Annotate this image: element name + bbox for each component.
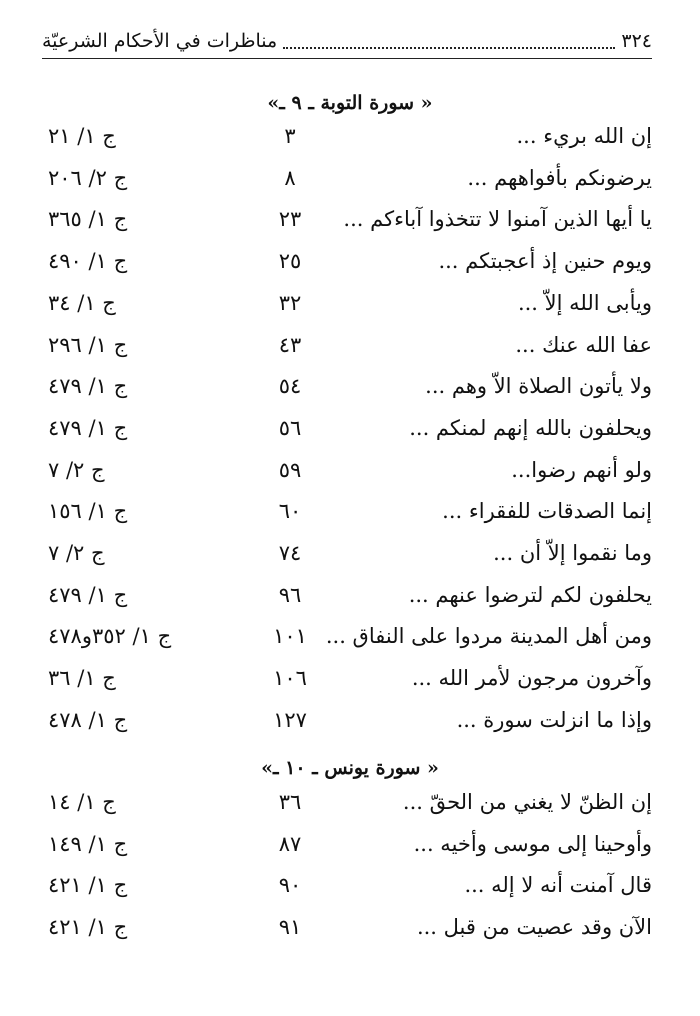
verse-number: ٥٩ xyxy=(278,457,302,482)
surah-heading: « سورة يونس ـ ١٠ ـ» xyxy=(261,757,439,779)
page-header xyxy=(42,26,652,56)
verse-number: ٣٢ xyxy=(278,290,302,315)
index-row xyxy=(0,708,700,744)
verse-excerpt: عفا الله عنك ... xyxy=(515,332,652,357)
volume-page-ref: ج ١/ ٤٧٩ xyxy=(48,415,128,440)
volume-page-ref: ج ١/ ٢٩٦ xyxy=(48,332,128,357)
index-row xyxy=(0,873,700,909)
verse-excerpt: وإذا ما انزلت سورة ... xyxy=(456,707,652,732)
verse-number: ٤٣ xyxy=(278,332,302,357)
index-row xyxy=(0,291,700,327)
verse-number: ٣٦ xyxy=(278,790,302,814)
volume-page-ref: ج ٢/ ٧ xyxy=(48,541,105,565)
verse-number: ٣ xyxy=(284,124,296,148)
verse-excerpt: وأوحينا إلى موسى وأخيه ... xyxy=(413,831,652,856)
surah-heading: « سورة التوبة ـ ٩ ـ» xyxy=(267,92,433,114)
index-row xyxy=(0,416,700,452)
verse-excerpt: الآن وقد عصيت من قبل ... xyxy=(416,915,652,940)
verse-excerpt: إن الظنّ لا يغني من الحقّ ... xyxy=(402,790,652,814)
verse-number: ١٢٧ xyxy=(273,707,307,732)
verse-number: ٢٥ xyxy=(278,249,302,274)
verse-excerpt: إنما الصدقات للفقراء ... xyxy=(442,499,652,524)
index-row xyxy=(0,207,700,243)
verse-number: ٢٣ xyxy=(278,207,302,232)
index-row xyxy=(0,666,700,702)
page-number: ٣٢٤ xyxy=(621,30,652,52)
volume-page-ref: ج ١/ ٤٢١ xyxy=(48,873,128,898)
index-row xyxy=(0,249,700,285)
verse-excerpt: يرضونكم بأفواههم ... xyxy=(467,165,652,190)
index-row xyxy=(0,124,700,160)
header-rule xyxy=(42,58,652,59)
verse-excerpt: ويوم حنين إذ أعجبتكم ... xyxy=(438,249,652,274)
verse-excerpt: يحلفون لكم لترضوا عنهم ... xyxy=(408,582,652,607)
verse-excerpt: إن الله بريء ... xyxy=(516,124,652,148)
volume-page-ref: ج ١/ ٢١ xyxy=(48,124,116,148)
verse-number: ٧٤ xyxy=(278,541,302,565)
verse-excerpt: قال آمنت أنه لا إله ... xyxy=(464,873,652,898)
verse-excerpt: ويحلفون بالله إنهم لمنكم ... xyxy=(409,415,652,440)
index-row xyxy=(0,583,700,619)
index-row xyxy=(0,624,700,660)
index-row xyxy=(0,832,700,868)
volume-page-ref: ج ١/ ١٥٦ xyxy=(48,499,128,524)
volume-page-ref: ج ١/ ٣٦٥ xyxy=(48,207,128,232)
verse-number: ٩١ xyxy=(278,915,302,940)
verse-number: ١٠١ xyxy=(273,624,307,649)
verse-number: ١٠٦ xyxy=(273,666,307,691)
verse-number: ٩٦ xyxy=(278,582,302,607)
volume-page-ref: ج ١/ ٤٧٩ xyxy=(48,374,128,399)
index-row xyxy=(0,333,700,369)
volume-page-ref: ج ١/ ٤٧٨ xyxy=(48,707,128,732)
header-leader-dots xyxy=(283,33,615,49)
volume-page-ref: ج ١/ ٤٧٩ xyxy=(48,582,128,607)
verse-number: ٥٤ xyxy=(278,374,302,399)
verse-number: ٩٠ xyxy=(278,873,302,898)
verse-excerpt: وما نقموا إلاّ أن ... xyxy=(493,541,652,565)
verse-number: ٥٦ xyxy=(278,415,302,440)
volume-page-ref: ج ٢/ ٧ xyxy=(48,457,105,482)
volume-page-ref: ج ١/ ٣٤ xyxy=(48,290,116,315)
index-row xyxy=(0,458,700,494)
verse-excerpt: ومن أهل المدينة مردوا على النفاق ... xyxy=(325,624,652,649)
verse-excerpt: ويأبى الله إلاّ ... xyxy=(517,290,652,315)
volume-page-ref: ج ١/ ١٤٩ xyxy=(48,831,128,856)
verse-number: ٨٧ xyxy=(278,831,302,856)
index-row xyxy=(0,374,700,410)
index-row xyxy=(0,790,700,826)
verse-excerpt: وآخرون مرجون لأمر الله ... xyxy=(411,666,652,691)
volume-page-ref: ج ١/ ٣٥٢و٤٧٨ xyxy=(48,624,172,649)
volume-page-ref: ج ١/ ٣٦ xyxy=(48,666,116,691)
verse-number: ٨ xyxy=(284,165,296,190)
index-row xyxy=(0,499,700,535)
verse-excerpt: يا أيها الذين آمنوا لا تتخذوا آباءكم ... xyxy=(343,207,652,232)
volume-page-ref: ج ٢/ ٢٠٦ xyxy=(48,165,128,190)
book-title: مناظرات في الأحكام الشرعيّة xyxy=(42,30,278,52)
volume-page-ref: ج ١/ ٤٢١ xyxy=(48,915,128,940)
verse-excerpt: ولا يأتون الصلاة الاّ وهم ... xyxy=(425,374,652,399)
verse-excerpt: ولو أنهم رضوا... xyxy=(511,457,652,482)
verse-number: ٦٠ xyxy=(278,499,302,524)
index-row xyxy=(0,541,700,577)
index-row xyxy=(0,915,700,951)
index-row xyxy=(0,166,700,202)
volume-page-ref: ج ١/ ٤٩٠ xyxy=(48,249,128,274)
volume-page-ref: ج ١/ ١٤ xyxy=(48,790,116,814)
